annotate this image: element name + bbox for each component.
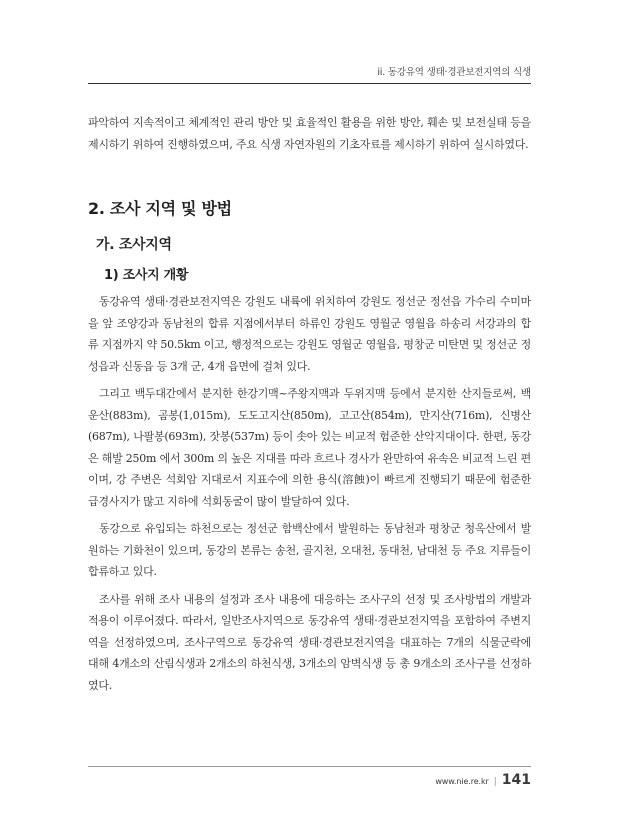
- subsubsection-heading: 1) 조사지 개황: [104, 268, 189, 283]
- footer-url: www.nie.re.kr: [435, 777, 489, 786]
- body-paragraph-2: 그리고 백두대간에서 분지한 한강기맥~주왕지맥과 두위지맥 등에서 분지한 산지들로써, 백운산(883m), 곰봉(1,015m), 도도고지산(850m), 고고산(854m), 만지산(716m), 신병산(687m), 나팔봉(693m), 잣봉(537m) 등이 솟아 있는 비교적 험준한 산악지대이다. 한편, 동강은 해발 250m 에서 300m 의 높은 지대를 따라 흐르나 경사가 완만하여 유속은 비교적 느린 편이며, 강 주변은 석회암 지대로서 지표수에 의한 용식(溶蝕)이 빠르게 진행되기 때문에 험준한 급경사지가 많고 지하에 석회동굴이 많이 발달하여 있다.: [88, 387, 531, 508]
- subsection-heading: 가. 조사지역: [96, 237, 172, 253]
- header-rule: [88, 83, 531, 84]
- section-heading: 2. 조사 지역 및 방법: [88, 199, 232, 218]
- intro-paragraph: 파악하여 지속적이고 체계적인 관리 방안 및 효율적인 활용을 위한 방안, 훼손 및 보전실태 등을 제시하기 위하여 진행하였으며, 주요 식생 자연자원의 기초자료를 제시하기 위하여 실시하였다.: [88, 116, 531, 151]
- running-header: ii. 동강유역 생태·경관보전지역의 식생: [377, 67, 531, 78]
- footer-rule: [88, 766, 531, 767]
- body-paragraph-4: 조사를 위해 조사 내용의 설정과 조사 내용에 대응하는 조사구의 선정 및 조사방법의 개발과 적용이 이루어졌다. 따라서, 일반조사지역으로 동강유역 생태·경관보전지역을 포함하여 주변지역을 선정하였으며, 조사구역으로 동강유역 생태·경관보전지역을 대표하는 7개의 식물군락에 대해 4개소의 산림식생과 2개소의 하천식생, 3개소의 암벽식생 등 총 9개소의 조사구를 선정하였다.: [88, 592, 531, 692]
- intro-text-block: [88, 112, 531, 155]
- footer-separator: |: [493, 777, 497, 787]
- page-number: 141: [501, 772, 531, 788]
- body-paragraph-1: 동강유역 생태·경관보전지역은 강원도 내륙에 위치하여 강원도 정선군 정선읍 가수리 수미마을 앞 조양강과 동남천의 합류 지점에서부터 하류인 강원도 영월군 영월읍 하송리 서강과의 합류 지점까지 약 50.5km 이고, 행정적으로는 강원도 영월군 영월읍, 평창군 미탄면 및 정선군 정성읍과 신동읍 등 3개 군, 4개 읍면에 걸쳐 있다.: [88, 295, 531, 373]
- page-footer: [435, 772, 531, 788]
- body-paragraph-3: 동강으로 유입되는 하천으로는 정선군 함백산에서 발원하는 동남천과 평창군 청옥산에서 발원하는 기화천이 있으며, 동강의 본류는 송천, 골지천, 오대천, 동대천, 남대천 등 주요 지류들이 합류하고 있다.: [88, 522, 531, 578]
- body-text-block: [88, 291, 531, 696]
